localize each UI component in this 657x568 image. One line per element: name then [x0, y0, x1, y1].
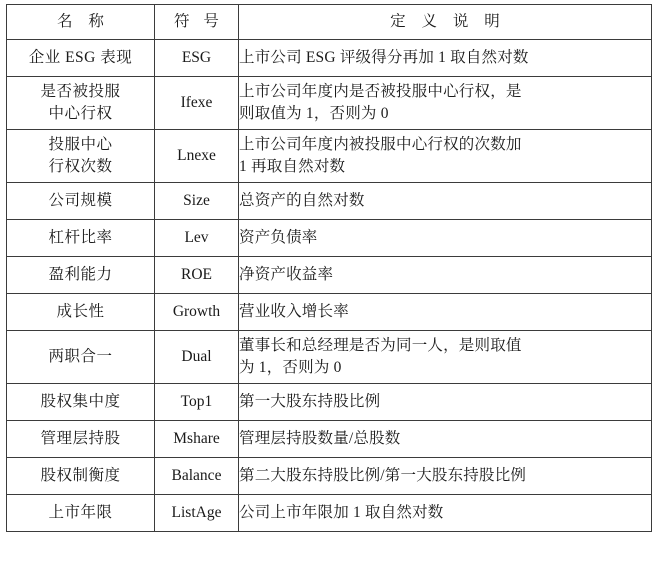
table-row: [7, 384, 652, 421]
cell-variable-symbol: ListAge: [155, 495, 239, 532]
column-header-symbol: 符 号: [155, 5, 239, 40]
cell-variable-symbol: Ifexe: [155, 77, 239, 130]
cell-variable-symbol: Size: [155, 183, 239, 220]
cell-variable-symbol: ESG: [155, 40, 239, 77]
cell-variable-symbol: Lnexe: [155, 130, 239, 183]
table-header-row: [7, 5, 652, 40]
cell-variable-definition: [239, 40, 652, 77]
definition-line-1: 上市公司年度内被投服中心行权的次数加: [239, 136, 522, 153]
variable-name-line-1: 成长性: [56, 303, 105, 320]
definition-line-1: 公司上市年限加 1 取自然对数: [239, 504, 444, 521]
table-row: [7, 257, 652, 294]
cell-variable-symbol: Balance: [155, 458, 239, 495]
table-header: [7, 5, 652, 40]
cell-variable-name: [7, 331, 155, 384]
cell-variable-definition: [239, 421, 652, 458]
definition-line-2: 1 再取自然对数: [239, 158, 346, 175]
variable-name-line-1: 盈利能力: [48, 266, 113, 283]
cell-variable-definition: [239, 331, 652, 384]
table-row: [7, 495, 652, 532]
cell-variable-name: [7, 458, 155, 495]
definition-line-1: 上市公司 ESG 评级得分再加 1 取自然对数: [239, 49, 529, 66]
cell-variable-symbol: Top1: [155, 384, 239, 421]
cell-variable-definition: [239, 495, 652, 532]
table-row: [7, 458, 652, 495]
cell-variable-definition: [239, 220, 652, 257]
table-row: [7, 130, 652, 183]
variable-name-line-1: 股权集中度: [40, 393, 121, 410]
variable-name-line-1: 是否被投服: [40, 83, 121, 100]
cell-variable-definition: [239, 294, 652, 331]
cell-variable-name: [7, 294, 155, 331]
table-row: [7, 331, 652, 384]
variable-name-line-1: 上市年限: [48, 504, 113, 521]
cell-variable-name: [7, 384, 155, 421]
cell-variable-name: [7, 77, 155, 130]
variable-name-line-1: 投服中心: [48, 136, 113, 153]
table-row: [7, 183, 652, 220]
cell-variable-name: [7, 130, 155, 183]
definition-line-1: 资产负债率: [239, 229, 318, 246]
column-header-name: 名 称: [7, 5, 155, 40]
definition-line-1: 总资产的自然对数: [239, 192, 365, 209]
variable-name-line-1: 杠杆比率: [48, 229, 113, 246]
definition-line-1: 董事长和总经理是否为同一人，是则取值: [239, 337, 522, 354]
definition-line-1: 第一大股东持股比例: [239, 393, 381, 410]
cell-variable-definition: [239, 458, 652, 495]
cell-variable-definition: [239, 130, 652, 183]
variable-name-line-1: 公司规模: [48, 192, 113, 209]
cell-variable-definition: [239, 183, 652, 220]
column-header-definition: 定 义 说 明: [239, 5, 652, 40]
cell-variable-name: [7, 495, 155, 532]
cell-variable-definition: [239, 257, 652, 294]
variable-name-line-1: 管理层持股: [40, 430, 121, 447]
definition-line-1: 上市公司年度内是否被投服中心行权，是: [239, 83, 522, 100]
table-body: [7, 40, 652, 532]
cell-variable-symbol: Mshare: [155, 421, 239, 458]
table-row: [7, 77, 652, 130]
table-row: [7, 294, 652, 331]
table-row: [7, 40, 652, 77]
cell-variable-name: [7, 40, 155, 77]
definition-line-1: 净资产收益率: [239, 266, 334, 283]
cell-variable-name: [7, 257, 155, 294]
cell-variable-symbol: Lev: [155, 220, 239, 257]
cell-variable-name: [7, 183, 155, 220]
cell-variable-symbol: ROE: [155, 257, 239, 294]
variable-definition-table-page: [0, 4, 657, 568]
definition-line-1: 管理层持股数量/总股数: [239, 430, 401, 447]
definition-line-1: 第二大股东持股比例/第一大股东持股比例: [239, 467, 527, 484]
cell-variable-name: [7, 220, 155, 257]
cell-variable-definition: [239, 384, 652, 421]
cell-variable-symbol: Dual: [155, 331, 239, 384]
variable-name-line-1: 企业 ESG 表现: [28, 49, 133, 66]
variable-name-line-1: 股权制衡度: [40, 467, 121, 484]
definition-line-2: 则取值为 1，否则为 0: [239, 105, 389, 122]
cell-variable-symbol: Growth: [155, 294, 239, 331]
variable-name-line-2: 中心行权: [48, 105, 113, 122]
cell-variable-name: [7, 421, 155, 458]
table-row: [7, 421, 652, 458]
definition-line-2: 为 1，否则为 0: [239, 359, 342, 376]
variable-definition-table: [6, 4, 652, 532]
variable-name-line-1: 两职合一: [48, 348, 113, 365]
definition-line-1: 营业收入增长率: [239, 303, 349, 320]
variable-name-line-2: 行权次数: [48, 158, 113, 175]
cell-variable-definition: [239, 77, 652, 130]
table-row: [7, 220, 652, 257]
